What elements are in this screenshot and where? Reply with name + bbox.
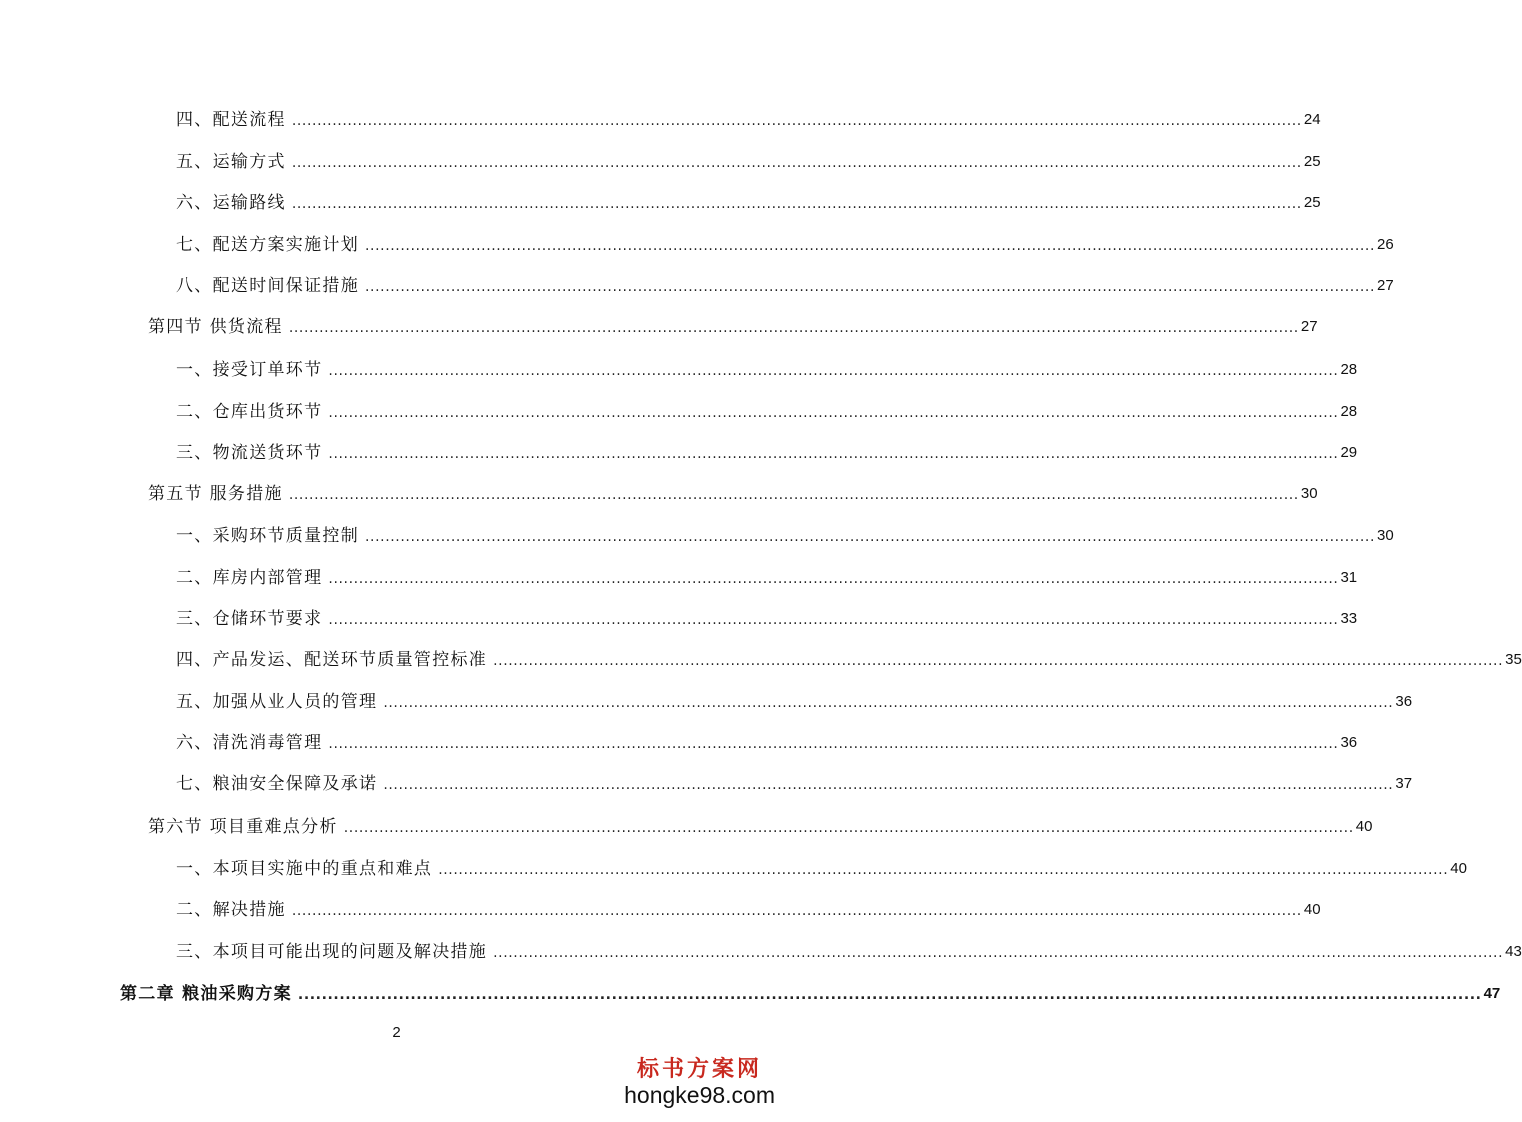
toc-section-entry[interactable]: [148, 482, 1318, 506]
toc-entry-title: 七、粮油安全保障及承诺: [176, 774, 378, 794]
toc-entry-title: 二、解决措施: [176, 900, 286, 920]
toc-subsection-entry[interactable]: [176, 940, 1522, 964]
toc-dot-leader: ........................................................................................................................................................................................................: [291, 113, 1302, 129]
toc-entry-page: 37: [1395, 775, 1413, 792]
toc-subsection-entry[interactable]: [176, 731, 1358, 755]
toc-dot-leader: ........................................................................................................................................................................................................: [438, 862, 1449, 878]
toc-dot-leader: ........................................................................................................................................................................................................: [288, 320, 1299, 336]
toc-entry-page: 36: [1395, 693, 1413, 710]
toc-dot-leader: ........................................................................................................................................................................................................: [383, 777, 1394, 793]
toc-entry-page: 30: [1377, 527, 1394, 544]
toc-entry-page: 40: [1450, 860, 1467, 877]
toc-entry-page: 40: [1355, 818, 1373, 835]
toc-dot-leader: ........................................................................................................................................................................................................: [291, 196, 1302, 212]
toc-entry-title: 第五节 服务措施: [148, 484, 283, 504]
toc-entry-page: 25: [1303, 194, 1321, 211]
toc-dot-leader: ........................................................................................................................................................................................................: [365, 238, 1376, 254]
toc-subsection-entry[interactable]: [176, 358, 1358, 382]
toc-subsection-entry[interactable]: [176, 772, 1413, 796]
toc-entry-page: 27: [1300, 318, 1318, 335]
toc-dot-leader: ........................................................................................................................................................................................................: [493, 653, 1504, 669]
toc-entry-page: 26: [1377, 236, 1394, 253]
toc-subsection-entry[interactable]: [176, 607, 1358, 631]
toc-entry-page: 35: [1505, 651, 1522, 668]
toc-subsection-entry[interactable]: [176, 191, 1321, 215]
toc-entry-title: 六、运输路线: [176, 193, 286, 213]
toc-dot-leader: ........................................................................................................................................................................................................: [365, 529, 1376, 545]
toc-dot-leader: ........................................................................................................................................................................................................: [328, 612, 1339, 628]
toc-subsection-entry[interactable]: [176, 400, 1358, 424]
toc-entry-page: 28: [1340, 403, 1358, 420]
toc-entry-title: 八、配送时间保证措施: [176, 276, 359, 296]
toc-chapter-entry[interactable]: [120, 982, 1501, 1006]
toc-dot-leader: ........................................................................................................................................................................................................: [291, 903, 1302, 919]
toc-dot-leader: ........................................................................................................................................................................................................: [328, 363, 1339, 379]
toc-entry-title: 一、本项目实施中的重点和难点: [176, 859, 433, 879]
toc-dot-leader: ........................................................................................................................................................................................................: [328, 571, 1339, 587]
toc-dot-leader: ........................................................................................................................................................................................................: [297, 987, 1482, 1003]
watermark-logo: [624, 1056, 775, 1108]
toc-entry-page: 25: [1303, 153, 1321, 170]
toc-dot-leader: ........................................................................................................................................................................................................: [493, 945, 1504, 961]
toc-subsection-entry[interactable]: [176, 150, 1321, 174]
toc-subsection-entry[interactable]: [176, 524, 1394, 548]
page-number: 2: [392, 1024, 401, 1041]
toc-entry-title: 三、物流送货环节: [176, 443, 323, 463]
toc-subsection-entry[interactable]: [176, 690, 1413, 714]
toc-entry-page: 47: [1483, 985, 1501, 1002]
toc-dot-leader: ........................................................................................................................................................................................................: [365, 279, 1376, 295]
toc-entry-page: 40: [1303, 901, 1321, 918]
toc-entry-page: 27: [1377, 277, 1394, 294]
toc-entry-page: 33: [1340, 610, 1358, 627]
toc-entry-title: 二、仓库出货环节: [176, 402, 323, 422]
toc-entry-page: 31: [1340, 569, 1358, 586]
watermark-chinese-text: 标书方案网: [637, 1056, 763, 1082]
toc-section-entry[interactable]: [148, 315, 1318, 339]
toc-entry-title: 六、清洗消毒管理: [176, 733, 323, 753]
toc-entry-title: 三、仓储环节要求: [176, 609, 323, 629]
toc-section-entry[interactable]: [148, 815, 1373, 839]
toc-subsection-entry[interactable]: [176, 108, 1321, 132]
toc-entry-title: 一、接受订单环节: [176, 360, 323, 380]
toc-entry-page: 36: [1340, 734, 1358, 751]
toc-dot-leader: ........................................................................................................................................................................................................: [343, 820, 1354, 836]
toc-dot-leader: ........................................................................................................................................................................................................: [383, 695, 1394, 711]
toc-entry-title: 四、配送流程: [176, 110, 286, 130]
toc-entry-title: 二、库房内部管理: [176, 568, 323, 588]
toc-subsection-entry[interactable]: [176, 441, 1358, 465]
toc-entry-title: 四、产品发运、配送环节质量管控标准: [176, 650, 488, 670]
toc-entry-page: 29: [1340, 444, 1358, 461]
toc-entry-title: 第四节 供货流程: [148, 317, 283, 337]
toc-entry-title: 七、配送方案实施计划: [176, 235, 359, 255]
toc-entry-page: 43: [1505, 943, 1522, 960]
toc-entry-page: 24: [1303, 111, 1321, 128]
toc-dot-leader: ........................................................................................................................................................................................................: [291, 155, 1302, 171]
toc-dot-leader: ........................................................................................................................................................................................................: [328, 405, 1339, 421]
toc-subsection-entry[interactable]: [176, 898, 1321, 922]
toc-dot-leader: ........................................................................................................................................................................................................: [288, 487, 1299, 503]
toc-entry-title: 一、采购环节质量控制: [176, 526, 359, 546]
toc-dot-leader: ........................................................................................................................................................................................................: [328, 446, 1339, 462]
toc-subsection-entry[interactable]: [176, 274, 1394, 298]
watermark-url: hongke98.com: [624, 1082, 775, 1108]
toc-subsection-entry[interactable]: [176, 857, 1467, 881]
toc-entry-title: 第二章 粮油采购方案: [120, 984, 292, 1004]
toc-entry-title: 三、本项目可能出现的问题及解决措施: [176, 942, 488, 962]
toc-entry-title: 五、运输方式: [176, 152, 286, 172]
toc-entry-page: 30: [1300, 485, 1318, 502]
toc-entry-page: 28: [1340, 361, 1358, 378]
toc-entry-title: 第六节 项目重难点分析: [148, 817, 338, 837]
toc-subsection-entry[interactable]: [176, 566, 1358, 590]
toc-subsection-entry[interactable]: [176, 233, 1394, 257]
toc-entry-title: 五、加强从业人员的管理: [176, 692, 378, 712]
toc-dot-leader: ........................................................................................................................................................................................................: [328, 736, 1339, 752]
toc-subsection-entry[interactable]: [176, 648, 1522, 672]
